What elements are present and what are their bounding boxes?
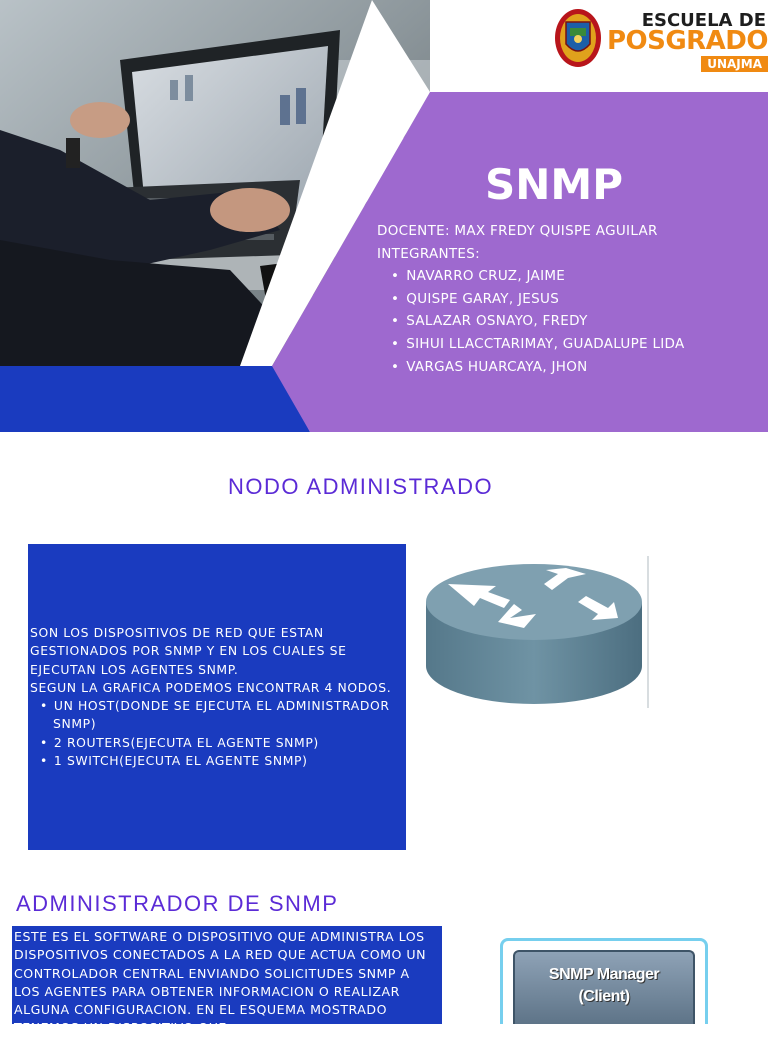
logo-text-escuela: ESCUELA DE (641, 10, 766, 31)
docente-line: DOCENTE: MAX FREDY QUISPE AGUILAR (377, 223, 658, 239)
router-icon (418, 556, 650, 708)
section-heading-nodo: NODO ADMINISTRADO (228, 474, 494, 499)
admin-paragraph: ESTE ES EL SOFTWARE O DISPOSITIVO QUE ADMINISTRA LOS DISPOSITIVOS CONECTADOS A LA RED QUE ACTUA COMO UN CONTROLADOR CENTRAL ENVIANDO SOLICITUDES SNMP A LOS AGENTES PARA OBTENER INFORMACION O REALIZAR ALGUNA CONFIGURACION. EN EL ESQUEMA MOSTRADO TENEMOS UN DISPOSITIVO QUE (14, 929, 427, 1036)
credits-block (377, 220, 757, 378)
hero-section (0, 0, 768, 432)
list-item: • QUISPE GARAY, JESUS (391, 288, 757, 311)
list-item: • 1 SWITCH(EJECUTA EL AGENTE SNMP) (40, 752, 400, 770)
list-item: • VARGAS HUARCAYA, JHON (391, 356, 757, 379)
list-item: • NAVARRO CRUZ, JAIME (391, 265, 757, 288)
admin-description-box (12, 926, 442, 1036)
school-logo (554, 6, 768, 70)
logo-text-posgrado: POSGRADO (606, 26, 768, 56)
list-item: • UN HOST(DONDE SE EJECUTA EL ADMINISTRADOR SNMP) (40, 697, 400, 734)
manager-label-line: (Client) (578, 988, 630, 1005)
page-title: SNMP (485, 160, 623, 209)
list-item: • SALAZAR OSNAYO, FREDY (391, 310, 757, 333)
nodo-paragraph: SEGUN LA GRAFICA PODEMOS ENCONTRAR 4 NODOS. (30, 679, 392, 695)
snmp-manager-label (513, 964, 695, 1008)
university-crest-icon (554, 8, 602, 68)
list-item: • 2 ROUTERS(EJECUTA EL AGENTE SNMP) (40, 734, 400, 752)
nodo-paragraph: SON LOS DISPOSITIVOS DE RED QUE ESTAN GESTIONADOS POR SNMP Y EN LOS CUALES SE EJECUTAN LOS AGENTES SNMP. (30, 625, 347, 677)
nodo-description-box (28, 544, 406, 850)
integrantes-label: INTEGRANTES: (377, 245, 480, 262)
section-heading-admin: ADMINISTRADOR DE SNMP (16, 891, 339, 916)
integrantes-list (377, 265, 757, 378)
nodo-list (30, 697, 400, 770)
manager-label-line: SNMP Manager (548, 966, 660, 983)
list-item: • SIHUI LLACCTARIMAY, GUADALUPE LIDA (391, 333, 757, 356)
logo-text-unajma: UNAJMA (701, 56, 768, 72)
